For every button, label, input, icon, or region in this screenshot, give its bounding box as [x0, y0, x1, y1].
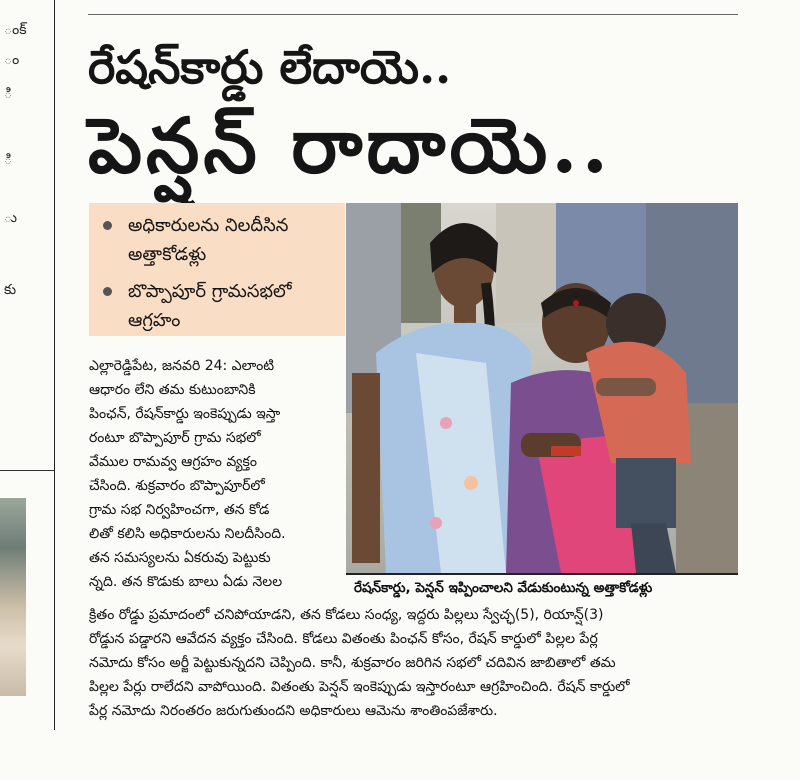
- highlight-item: [103, 211, 337, 269]
- article-line: వేముల రామవ్వ ఆగ్రహం వ్యక్తం: [89, 454, 257, 470]
- left-fragment-text: ి: [4, 86, 13, 102]
- highlight-item: [103, 277, 337, 335]
- article-line: పిల్లల పేర్లు రాలేదని వాపోయింది. వితంతు పెన్షన్ ఇంకెప్పుడు ఇస్తారంటూ ఆగ్రహించింది. రేషన్ కార్డులో: [89, 679, 630, 695]
- news-photo: [346, 203, 738, 573]
- article-line: చేసింది. శుక్రవారం బొప్పాపూర్‌లో: [89, 478, 265, 494]
- article-line: పింఛన్, రేషన్‌కార్డు ఇంకెప్పుడు ఇస్తా: [89, 406, 281, 422]
- article-line: క్రితం రోడ్డు ప్రమాదంలో చనిపోయాడని, తన కోడలు సంధ్య, ఇద్దరు పిల్లలు స్వేచ్ఛ(5), రియాన్ష్(3): [89, 607, 604, 623]
- article-line: ఆధారం లేని తమ కుటుంబానికి: [89, 382, 256, 398]
- news-photo-illustration: [346, 203, 738, 573]
- bullet-dot-icon: [103, 287, 112, 296]
- article-line: రంటూ బొప్పాపూర్ గ్రామ సభలో: [89, 430, 261, 446]
- article-line: నమోదు కోసం అర్జీ పెట్టుకున్నదని చెప్పింది. కానీ, శుక్రవారం జరిగిన సభలో చదివిన జాబితాలో తమ: [89, 655, 616, 671]
- left-fragment-text: ి: [4, 152, 13, 168]
- left-fragment-text: ం: [4, 52, 20, 68]
- left-column-photo: [0, 498, 26, 696]
- highlight-text: అధికారులను నిలదీసిన అత్తాకోడళ్లు: [128, 215, 289, 265]
- article-line: గ్రామ సభ నిర్వహించగా, తన కోడ: [89, 502, 270, 518]
- headline-line-1: రేషన్‌కార్డు లేదాయె..: [88, 40, 452, 94]
- caption-rule: [346, 573, 738, 575]
- left-column-fragment: [0, 0, 55, 730]
- left-fragment-text: ు: [4, 210, 17, 226]
- photo-caption: రేషన్‌కార్డు, పెన్షన్ ఇప్పించాలని వేడుకుంటున్న అత్తాకోడళ్లు: [354, 580, 653, 596]
- article-full-width: [89, 603, 739, 723]
- article-line: లితో కలిసి అధికారులను నిలదీసింది.: [89, 526, 286, 542]
- article-line: న్నది. తన కొడుకు బాలు ఏడు నెలల: [89, 574, 283, 590]
- left-fragment-text: కు: [4, 282, 17, 298]
- top-rule: [88, 14, 738, 15]
- article-line: తన సమస్యలను ఏకరువు పెట్టుకు: [89, 550, 271, 566]
- left-column-divider: [0, 470, 54, 471]
- left-fragment-text: ంక్: [4, 22, 27, 38]
- article-line: రోడ్డున పడ్డారని ఆవేదన వ్యక్తం చేసింది. కోడలు వితంతు పింఛన్ కోసం, రేషన్ కార్డులో పిల్లల పేర్ల: [89, 631, 598, 647]
- headline-line-2: పెన్షన్ రాదాయె..: [88, 101, 613, 190]
- highlight-text: బొప్పాపూర్ గ్రామసభలో ఆగ్రహం: [128, 281, 292, 331]
- highlights-box: [89, 203, 345, 336]
- article-line: పేర్ల నమోదు నిరంతరం జరుగుతుందని అధికారులు ఆమెను శాంతింపజేశారు.: [89, 703, 498, 719]
- article-line: ఎల్లారెడ్డిపేట, జనవరి 24: ఎలాంటి: [89, 358, 275, 374]
- bullet-dot-icon: [103, 221, 112, 230]
- article-column: [89, 354, 345, 594]
